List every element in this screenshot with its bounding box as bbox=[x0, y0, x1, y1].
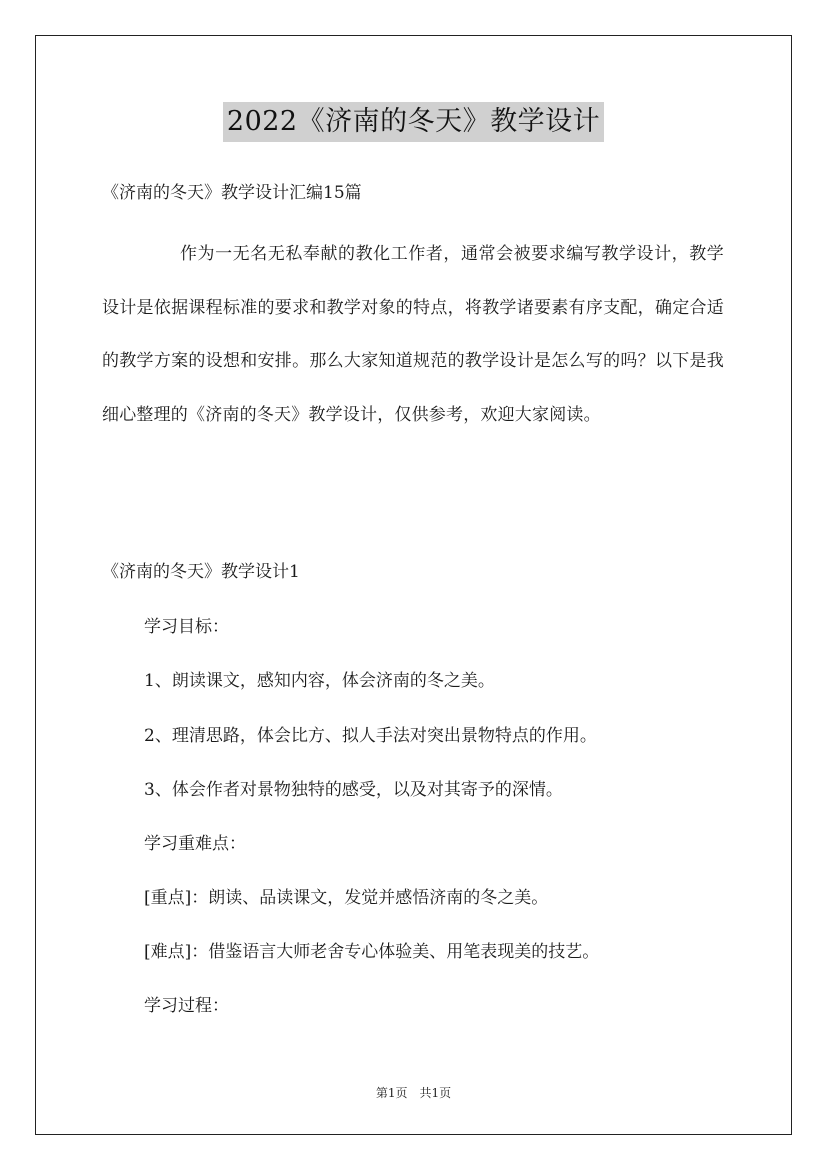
intro-paragraph: 作为一无名无私奉献的教化工作者，通常会被要求编写教学设计，教学设计是依据课程标准的要求和教学对象的特点，将教学诸要素有序支配，确定合适的教学方案的设想和安排。那么大家知道规范的教学设计是怎么写的吗？以下是我细心整理的《济南的冬天》教学设计，仅供参考，欢迎大家阅读。 bbox=[102, 244, 724, 425]
goal-item-1: 1、朗读课文，感知内容，体会济南的冬之美。 bbox=[144, 671, 495, 691]
document-title: 2022《济南的冬天》教学设计 bbox=[223, 102, 604, 142]
page-footer: 第1页 共1页 bbox=[375, 1086, 452, 1100]
key-point-text: [重点]：朗读、品读课文，发觉并感悟济南的冬之美。 bbox=[144, 888, 549, 908]
process-label: 学习过程： bbox=[144, 996, 229, 1016]
goal-item-2: 2、理清思路，体会比方、拟人手法对突出景物特点的作用。 bbox=[144, 726, 597, 746]
title-container bbox=[0, 102, 827, 142]
goal-item-3: 3、体会作者对景物独特的感受，以及对其寄予的深情。 bbox=[144, 780, 563, 800]
section-heading: 《济南的冬天》教学设计1 bbox=[102, 562, 300, 582]
goals-label: 学习目标： bbox=[144, 617, 229, 637]
key-points-label: 学习重难点： bbox=[144, 834, 246, 854]
difficulty-text: [难点]：借鉴语言大师老舍专心体验美、用笔表现美的技艺。 bbox=[144, 942, 600, 962]
document-subtitle: 《济南的冬天》教学设计汇编15篇 bbox=[102, 183, 362, 203]
